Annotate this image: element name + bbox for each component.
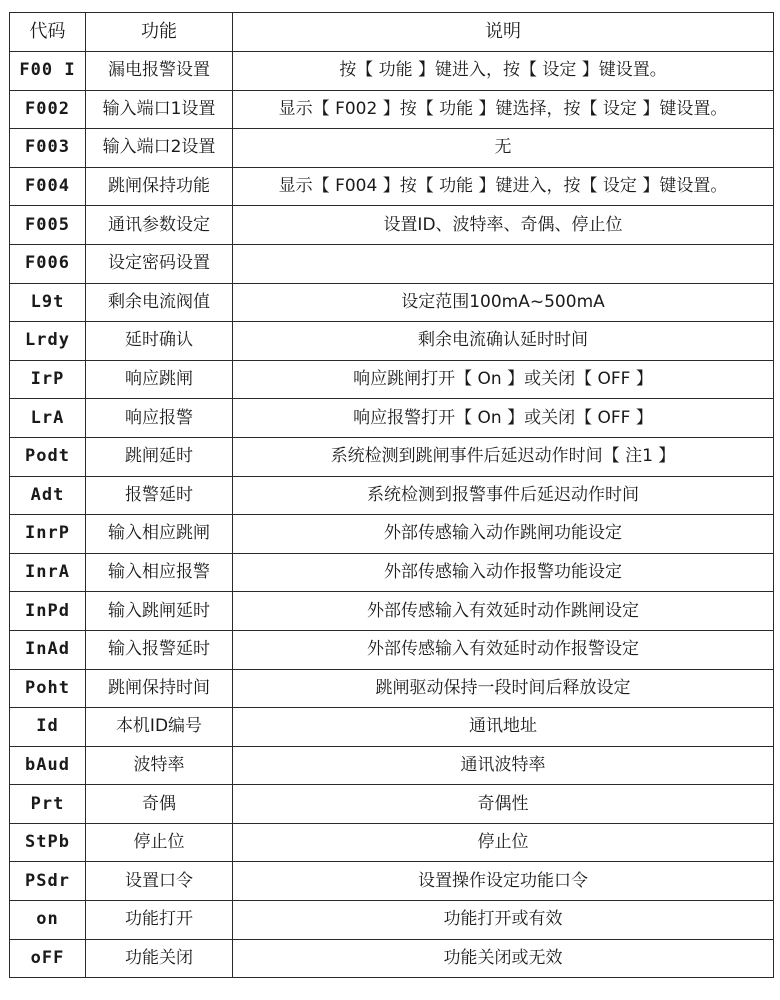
cell-function: 输入相应报警 — [86, 553, 233, 592]
cell-code: F002 — [10, 90, 86, 129]
cell-description: 外部传感输入动作报警功能设定 — [233, 553, 774, 592]
table-header-row — [10, 13, 774, 52]
table-row — [10, 167, 774, 206]
cell-description: 响应报警打开【 On 】或关闭【 OFF 】 — [233, 399, 774, 438]
cell-code: InrP — [10, 515, 86, 554]
cell-function: 设定密码设置 — [86, 244, 233, 283]
cell-code: InrA — [10, 553, 86, 592]
table-row — [10, 129, 774, 168]
table-row — [10, 785, 774, 824]
table-row — [10, 553, 774, 592]
cell-description: 显示【 F002 】按【 功能 】键选择，按【 设定 】键设置。 — [233, 90, 774, 129]
cell-description: 系统检测到跳闸事件后延迟动作时间【 注1 】 — [233, 437, 774, 476]
header-function: 功能 — [86, 13, 233, 52]
table-row — [10, 283, 774, 322]
cell-description: 响应跳闸打开【 On 】或关闭【 OFF 】 — [233, 360, 774, 399]
table-row — [10, 90, 774, 129]
cell-code: F005 — [10, 206, 86, 245]
table-row — [10, 360, 774, 399]
cell-code: oFF — [10, 939, 86, 978]
table-row — [10, 708, 774, 747]
cell-function: 漏电报警设置 — [86, 52, 233, 91]
table-row — [10, 515, 774, 554]
cell-code: F004 — [10, 167, 86, 206]
cell-description: 外部传感输入有效延时动作报警设定 — [233, 630, 774, 669]
cell-function: 跳闸保持时间 — [86, 669, 233, 708]
cell-description: 设定范围100mA~500mA — [233, 283, 774, 322]
cell-description: 停止位 — [233, 823, 774, 862]
cell-code: F00 I — [10, 52, 86, 91]
cell-function: 响应跳闸 — [86, 360, 233, 399]
cell-description: 按【 功能 】键进入，按【 设定 】键设置。 — [233, 52, 774, 91]
cell-code: L9t — [10, 283, 86, 322]
cell-description: 无 — [233, 129, 774, 168]
cell-function: 输入报警延时 — [86, 630, 233, 669]
cell-code: Poht — [10, 669, 86, 708]
cell-description — [233, 244, 774, 283]
cell-function: 功能打开 — [86, 901, 233, 940]
table-row — [10, 862, 774, 901]
cell-code: F006 — [10, 244, 86, 283]
cell-function: 报警延时 — [86, 476, 233, 515]
cell-description: 外部传感输入有效延时动作跳闸设定 — [233, 592, 774, 631]
cell-function: 通讯参数设定 — [86, 206, 233, 245]
cell-code: bAud — [10, 746, 86, 785]
cell-function: 剩余电流阀值 — [86, 283, 233, 322]
cell-description: 功能打开或有效 — [233, 901, 774, 940]
table-body — [10, 52, 774, 978]
cell-function: 输入相应跳闸 — [86, 515, 233, 554]
cell-description: 通讯地址 — [233, 708, 774, 747]
cell-code: LrA — [10, 399, 86, 438]
cell-description: 通讯波特率 — [233, 746, 774, 785]
cell-code: F003 — [10, 129, 86, 168]
cell-description: 跳闸驱动保持一段时间后释放设定 — [233, 669, 774, 708]
cell-function: 延时确认 — [86, 322, 233, 361]
table-row — [10, 823, 774, 862]
cell-description: 外部传感输入动作跳闸功能设定 — [233, 515, 774, 554]
cell-function: 输入跳闸延时 — [86, 592, 233, 631]
cell-code: Lrdy — [10, 322, 86, 361]
cell-function: 停止位 — [86, 823, 233, 862]
table-row — [10, 939, 774, 978]
cell-code: StPb — [10, 823, 86, 862]
table-row — [10, 437, 774, 476]
cell-function: 响应报警 — [86, 399, 233, 438]
table-row — [10, 592, 774, 631]
header-description: 说明 — [233, 13, 774, 52]
table-row — [10, 52, 774, 91]
table-row — [10, 746, 774, 785]
table-row — [10, 322, 774, 361]
cell-function: 跳闸延时 — [86, 437, 233, 476]
cell-function: 输入端口2设置 — [86, 129, 233, 168]
cell-code: Prt — [10, 785, 86, 824]
cell-function: 本机ID编号 — [86, 708, 233, 747]
table-row — [10, 669, 774, 708]
table-row — [10, 206, 774, 245]
cell-description: 系统检测到报警事件后延迟动作时间 — [233, 476, 774, 515]
cell-code: Podt — [10, 437, 86, 476]
header-code: 代码 — [10, 13, 86, 52]
cell-code: PSdr — [10, 862, 86, 901]
cell-code: InPd — [10, 592, 86, 631]
cell-function: 设置口令 — [86, 862, 233, 901]
cell-function: 跳闸保持功能 — [86, 167, 233, 206]
cell-description: 设置操作设定功能口令 — [233, 862, 774, 901]
table-row — [10, 399, 774, 438]
table-row — [10, 901, 774, 940]
cell-code: IrP — [10, 360, 86, 399]
cell-function: 波特率 — [86, 746, 233, 785]
cell-description: 显示【 F004 】按【 功能 】键进入，按【 设定 】键设置。 — [233, 167, 774, 206]
cell-description: 剩余电流确认延时时间 — [233, 322, 774, 361]
cell-description: 功能关闭或无效 — [233, 939, 774, 978]
table-row — [10, 244, 774, 283]
cell-function: 奇偶 — [86, 785, 233, 824]
cell-code: Id — [10, 708, 86, 747]
cell-code: InAd — [10, 630, 86, 669]
table-row — [10, 476, 774, 515]
cell-function: 功能关闭 — [86, 939, 233, 978]
table-row — [10, 630, 774, 669]
cell-code: Adt — [10, 476, 86, 515]
cell-function: 输入端口1设置 — [86, 90, 233, 129]
cell-description: 设置ID、波特率、奇偶、停止位 — [233, 206, 774, 245]
cell-code: on — [10, 901, 86, 940]
cell-description: 奇偶性 — [233, 785, 774, 824]
parameter-table — [9, 12, 774, 978]
